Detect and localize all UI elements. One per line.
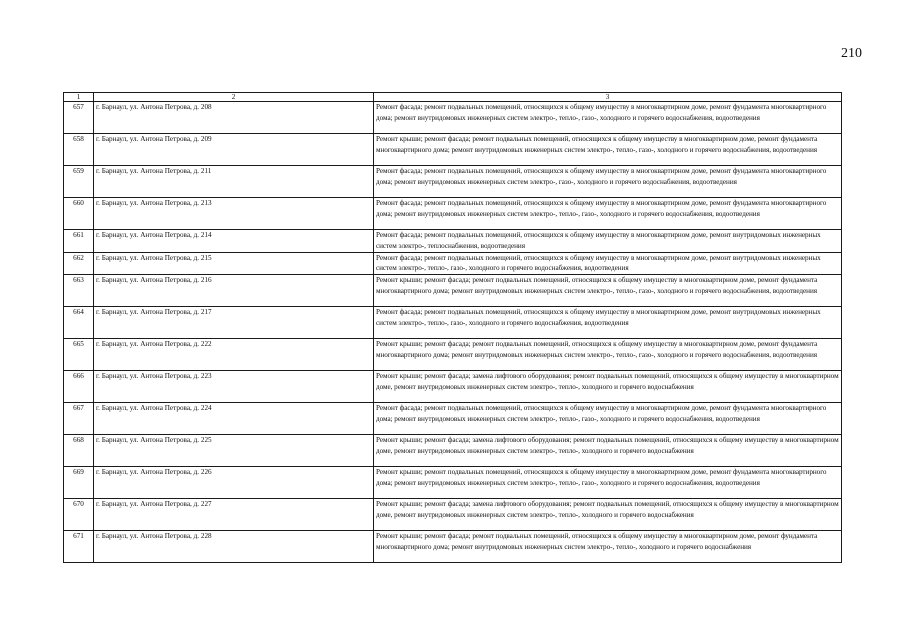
works-cell: Ремонт крыши; ремонт фасада; замена лифтового оборудования; ремонт подвальных помещений, относящихся к общему имуществу в многоквартирном доме, ремонт внутридомовых инженерных систем электро-, тепло-, холодного и горячего водоснабжения: [374, 499, 842, 531]
address-cell: г. Барнаул, ул. Антона Петрова, д. 215: [94, 252, 374, 275]
table-row: [64, 307, 842, 339]
address-cell: г. Барнаул, ул. Антона Петрова, д. 213: [94, 198, 374, 230]
address-cell: г. Барнаул, ул. Антона Петрова, д. 222: [94, 339, 374, 371]
row-number-cell: 660: [64, 198, 94, 230]
table-row: [64, 339, 842, 371]
row-number-cell: 658: [64, 134, 94, 166]
table-row: [64, 467, 842, 499]
address-cell: г. Барнаул, ул. Антона Петрова, д. 217: [94, 307, 374, 339]
works-cell: Ремонт крыши; ремонт фасада; ремонт подвальных помещений, относящихся к общему имуществу в многоквартирном доме, ремонт фундамента многоквартирного дома; ремонт внутридомовых инженерных систем электро-, тепло-, газо-, холодного и горячего водоснабжения, водоотведения: [374, 275, 842, 307]
table-row: [64, 166, 842, 198]
address-cell: г. Барнаул, ул. Антона Петрова, д. 223: [94, 371, 374, 403]
address-cell: г. Барнаул, ул. Антона Петрова, д. 224: [94, 403, 374, 435]
row-number-cell: 670: [64, 499, 94, 531]
table-row: [64, 230, 842, 253]
table-row: [64, 403, 842, 435]
table-row: [64, 371, 842, 403]
table-row: [64, 499, 842, 531]
address-cell: г. Барнаул, ул. Антона Петрова, д. 216: [94, 275, 374, 307]
address-cell: г. Барнаул, ул. Антона Петрова, д. 225: [94, 435, 374, 467]
works-cell: Ремонт крыши; ремонт фасада; замена лифтового оборудования; ремонт подвальных помещений, относящихся к общему имуществу в многоквартирном доме, ремонт внутридомовых инженерных систем электро-, тепло-, холодного и горячего водоснабжения: [374, 371, 842, 403]
address-cell: г. Барнаул, ул. Антона Петрова, д. 228: [94, 531, 374, 563]
table-row: [64, 102, 842, 134]
row-number-cell: 668: [64, 435, 94, 467]
works-cell: Ремонт фасада; ремонт подвальных помещений, относящихся к общему имуществу в многоквартирном доме, ремонт внутридомовых инженерных систем электро-, тепло-, газо-, холодного и горячего водоснабжения, водоотведения: [374, 307, 842, 339]
table-row: [64, 134, 842, 166]
table-row: [64, 198, 842, 230]
address-cell: г. Барнаул, ул. Антона Петрова, д. 227: [94, 499, 374, 531]
works-cell: Ремонт фасада; ремонт подвальных помещений, относящихся к общему имуществу в многоквартирном доме, ремонт фундамента многоквартирного дома; ремонт внутридомовых инженерных систем электро-, тепло-, газо-, холодного и горячего водоснабжения, водоотведения: [374, 198, 842, 230]
works-cell: Ремонт крыши; ремонт фасада; замена лифтового оборудования; ремонт подвальных помещений, относящихся к общему имуществу в многоквартирном доме, ремонт внутридомовых инженерных систем электро-, тепло-, холодного и горячего водоснабжения: [374, 435, 842, 467]
column-header-number: 1: [64, 93, 94, 102]
row-number-cell: 657: [64, 102, 94, 134]
row-number-cell: 662: [64, 252, 94, 275]
works-cell: Ремонт фасада; ремонт подвальных помещений, относящихся к общему имуществу в многоквартирном доме, ремонт внутридомовых инженерных систем электро-, тепло-, газо-, холодного и горячего водоснабжения, водоотведения: [374, 252, 842, 275]
table-body: [64, 93, 842, 563]
row-number-cell: 665: [64, 339, 94, 371]
row-number-cell: 666: [64, 371, 94, 403]
works-cell: Ремонт фасада; ремонт подвальных помещений, относящихся к общему имуществу в многоквартирном доме, ремонт фундамента многоквартирного дома; ремонт внутридомовых инженерных систем электро-, тепло-, газо-, холодного и горячего водоснабжения, водоотведения: [374, 403, 842, 435]
works-cell: Ремонт фасада; ремонт подвальных помещений, относящихся к общему имуществу в многоквартирном доме, ремонт фундамента многоквартирного дома; ремонт внутридомовых инженерных систем электро-, тепло-, газо-, холодного и горячего водоснабжения, водоотведения: [374, 102, 842, 134]
repair-registry-table: [63, 92, 842, 563]
column-header-works: 3: [374, 93, 842, 102]
row-number-cell: 661: [64, 230, 94, 253]
works-cell: Ремонт фасада; ремонт подвальных помещений, относящихся к общему имуществу в многоквартирном доме, ремонт внутридомовых инженерных систем электро-, теплоснабжения, водоотведения: [374, 230, 842, 253]
page-number: 210: [841, 46, 862, 61]
address-cell: г. Барнаул, ул. Антона Петрова, д. 209: [94, 134, 374, 166]
row-number-cell: 663: [64, 275, 94, 307]
table-row: [64, 252, 842, 275]
table-row: [64, 435, 842, 467]
works-cell: Ремонт фасада; ремонт подвальных помещений, относящихся к общему имуществу в многоквартирном доме, ремонт фундамента многоквартирного дома; ремонт внутридомовых инженерных систем электро-, газо-, холодного и горячего водоснабжения, водоотведения: [374, 166, 842, 198]
address-cell: г. Барнаул, ул. Антона Петрова, д. 226: [94, 467, 374, 499]
column-header-address: 2: [94, 93, 374, 102]
row-number-cell: 659: [64, 166, 94, 198]
works-cell: Ремонт крыши; ремонт фасада; ремонт подвальных помещений, относящихся к общему имуществу в многоквартирном доме, ремонт фундамента многоквартирного дома; ремонт внутридомовых инженерных систем электро-, тепло-, холодного и горячего водоснабжения: [374, 531, 842, 563]
works-cell: Ремонт крыши; ремонт подвальных помещений, относящихся к общему имуществу в многоквартирном доме, ремонт фундамента многоквартирного дома; ремонт внутридомовых инженерных систем электро-, тепло-, газо-, холодного и горячего водоснабжения, водоотведения: [374, 467, 842, 499]
address-cell: г. Барнаул, ул. Антона Петрова, д. 214: [94, 230, 374, 253]
row-number-cell: 671: [64, 531, 94, 563]
row-number-cell: 669: [64, 467, 94, 499]
table-header-row: [64, 93, 842, 102]
row-number-cell: 664: [64, 307, 94, 339]
row-number-cell: 667: [64, 403, 94, 435]
works-cell: Ремонт крыши; ремонт фасада; ремонт подвальных помещений, относящихся к общему имуществу в многоквартирном доме, ремонт фундамента многоквартирного дома; ремонт внутридомовых инженерных систем электро-, тепло-, газо-, холодного и горячего водоснабжения, водоотведения: [374, 339, 842, 371]
works-cell: Ремонт крыши; ремонт фасада; ремонт подвальных помещений, относящихся к общему имуществу в многоквартирном доме, ремонт фундамента многоквартирного дома; ремонт внутридомовых инженерных систем электро-, тепло-, газо-, холодного и горячего водоснабжения, водоотведения: [374, 134, 842, 166]
address-cell: г. Барнаул, ул. Антона Петрова, д. 211: [94, 166, 374, 198]
address-cell: г. Барнаул, ул. Антона Петрова, д. 208: [94, 102, 374, 134]
table-row: [64, 531, 842, 563]
table-row: [64, 275, 842, 307]
